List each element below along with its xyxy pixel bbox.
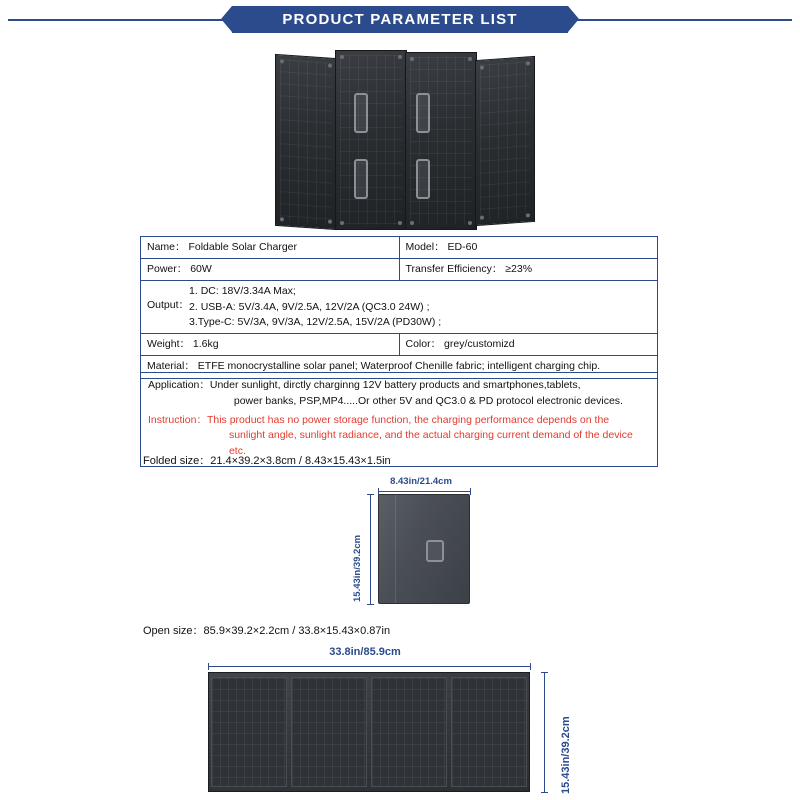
folded-height-label: 15.43in/39.2cm (352, 534, 363, 602)
cell-output (141, 281, 658, 334)
panel-segment (291, 677, 367, 787)
dimension-tick (541, 792, 548, 793)
product-hero-image (255, 40, 545, 230)
folded-size-caption: Folded size：21.4×39.2×3.8cm / 8.43×15.43×1.5in (143, 455, 391, 467)
grommet-dot (328, 64, 332, 68)
grommet-dot (340, 55, 344, 59)
value-application (210, 378, 623, 410)
panel-wing-right-outer (475, 56, 535, 226)
dimension-tick (541, 672, 548, 673)
table-row-output (141, 281, 658, 334)
solar-cells (410, 57, 472, 225)
header-banner (0, 6, 800, 34)
dimension-tick (367, 604, 374, 605)
panel-segment (211, 677, 287, 787)
value-material: ETFE monocrystalline solar panel; Waterproof Chenille fabric; intelligent charging chip. (197, 360, 601, 373)
panel-handle (416, 159, 430, 199)
dimension-tick (367, 494, 374, 495)
grommet-dot (398, 55, 402, 59)
folded-height-dimension-line (370, 494, 371, 604)
grommet-dot (340, 221, 344, 225)
value-color: grey/customizd (444, 338, 515, 351)
label-output: Output： (147, 299, 190, 312)
panel-handle (354, 159, 368, 199)
instruction-line-2: sunlight angle, sunlight radiance, and the actual charging current demand of the device etc. (228, 429, 633, 457)
label-application: Application： (148, 379, 210, 391)
application-row (148, 378, 650, 410)
panel-handle (426, 540, 444, 562)
label-model: Model： (405, 241, 445, 253)
dimension-tick (530, 663, 531, 670)
application-line-2: power banks, PSP,MP4.....Or other 5V and QC3.0 & PD protocol electronic devices. (233, 394, 623, 407)
output-line-2: 2. USB-A: 5V/3.4A, 9V/2.5A, 12V/2A (QC3.0 24W) ; (189, 300, 430, 313)
cell-efficiency (399, 259, 658, 281)
grommet-dot (468, 57, 472, 61)
folded-panel-body (378, 494, 470, 604)
grommet-dot (410, 57, 414, 61)
dimension-tick (208, 663, 209, 670)
label-efficiency: Transfer Efficiency： (405, 263, 503, 276)
table-row (141, 237, 658, 259)
solar-cells (280, 59, 332, 225)
value-efficiency: ≥23% (505, 263, 533, 276)
open-width-dimension-line (208, 666, 530, 667)
application-line-1: Under sunlight, dirctly charginng 12V battery products and smartphones,tablets, (209, 379, 581, 391)
open-height-label: 15.43in/39.2cm (560, 716, 572, 794)
value-model: ED-60 (447, 241, 478, 253)
panel-handle (354, 93, 368, 133)
open-width-label: 33.8in/85.9cm (329, 646, 401, 658)
grommet-dot (280, 59, 284, 63)
specification-table (140, 236, 658, 379)
folded-width-dimension-line (378, 491, 470, 492)
label-name: Name： (147, 241, 186, 253)
table-row (141, 334, 658, 356)
open-height-dimension-line (544, 672, 545, 792)
folded-width-label: 8.43in/21.4cm (390, 476, 452, 487)
open-size-diagram (200, 648, 620, 798)
open-size-caption: Open size：85.9×39.2×2.2cm / 33.8×15.43×0.87in (143, 625, 391, 637)
value-power: 60W (190, 263, 212, 276)
cell-color (399, 334, 658, 356)
panel-handle (416, 93, 430, 133)
grommet-dot (468, 221, 472, 225)
solar-cells (340, 55, 402, 225)
dimension-tick (470, 488, 471, 495)
cell-weight (141, 334, 400, 356)
label-weight: Weight： (147, 338, 190, 351)
panel-segment (371, 677, 447, 787)
grommet-dot (280, 217, 284, 221)
cell-model (399, 237, 658, 259)
folded-size-diagram (340, 478, 480, 608)
cell-power (141, 259, 400, 281)
value-output (189, 284, 441, 330)
label-material: Material： (147, 360, 195, 373)
grommet-dot (410, 221, 414, 225)
output-line-3: 3.Type-C: 5V/3A, 9V/3A, 12V/2.5A, 15V/2A (PD30W) ; (189, 315, 442, 328)
label-power: Power： (147, 263, 188, 276)
label-color: Color： (405, 338, 442, 351)
panel-wing-left-inner (335, 50, 407, 230)
fold-crease (395, 495, 396, 603)
panel-wing-right-inner (405, 52, 477, 230)
value-name: Foldable Solar Charger (188, 241, 297, 253)
value-weight: 1.6kg (192, 338, 219, 351)
grommet-dot (398, 221, 402, 225)
instruction-line-1: This product has no power storage function, the charging performance depends on the (206, 413, 610, 426)
table-row (141, 259, 658, 281)
page-title: PRODUCT PARAMETER LIST (232, 6, 568, 33)
label-instruction: Instruction： (148, 413, 207, 426)
grommet-dot (328, 220, 332, 224)
output-line-1: 1. DC: 18V/3.34A Max; (189, 285, 296, 298)
panel-segment (451, 677, 527, 787)
open-panel-body (208, 672, 530, 792)
panel-wing-left-outer (275, 54, 337, 230)
cell-name (141, 237, 400, 259)
solar-cells (480, 61, 530, 220)
